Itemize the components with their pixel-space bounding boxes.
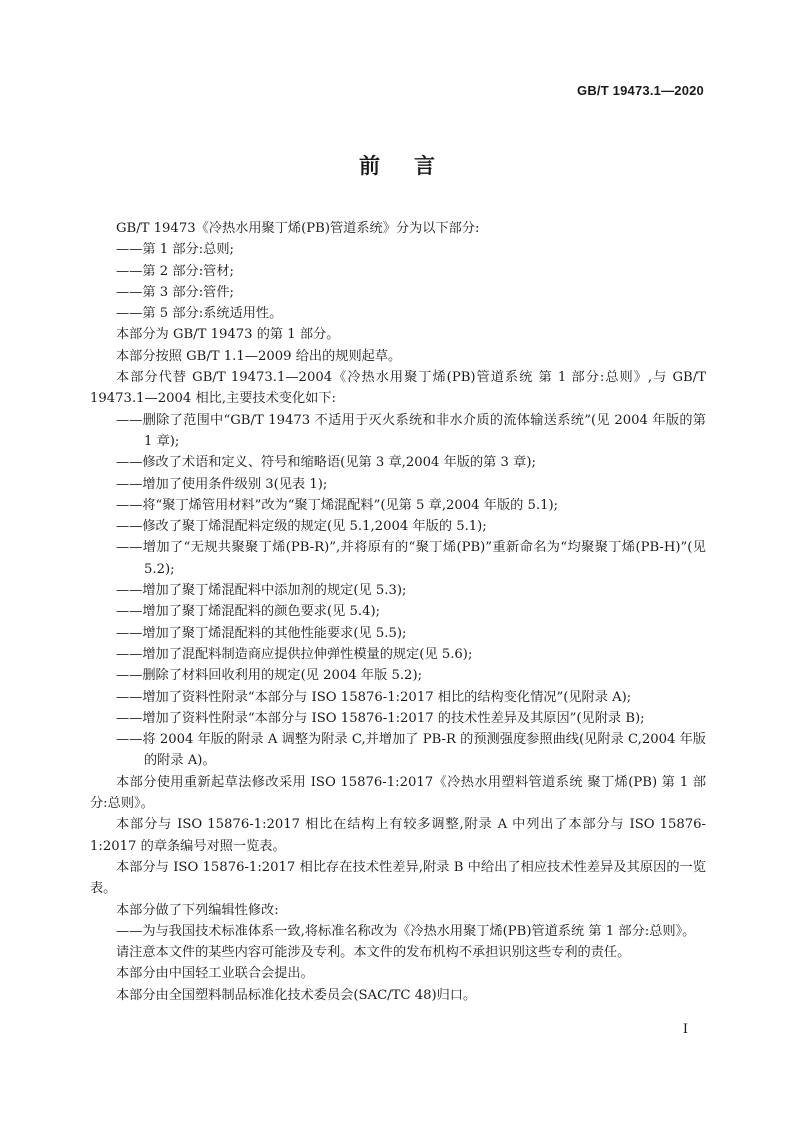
page-title: 前言: [359, 154, 469, 178]
list-item: ——删除了材料回收利用的规定(见 2004 年版 5.2);: [116, 668, 423, 684]
list-item: ——修改了术语和定义、符号和缩略语(见第 3 章,2004 年版的第 3 章);: [116, 455, 536, 471]
foreword-body: [90, 218, 706, 1006]
list-item: ——增加了资料性附录“本部分与 ISO 15876-1:2017 的技术性差异及其原因”(见附录 B);: [116, 710, 645, 726]
list-item: ——增加了使用条件级别 3(见表 1);: [116, 476, 328, 492]
paragraph: 本部分代替 GB/T 19473.1—2004《冷热水用聚丁烯(PB)管道系统 第 1 部分:总则》,与 GB/T 19473.1—2004 相比,主要技术变化如下:: [90, 370, 706, 407]
paragraph: 本部分做了下列编辑性修改:: [116, 902, 279, 918]
list-item: ——增加了聚丁烯混配料中添加剂的规定(见 5.3);: [116, 583, 407, 599]
paragraph: 本部分由中国轻工业联合会提出。: [116, 966, 314, 982]
list-item: ——增加了聚丁烯混配料的颜色要求(见 5.4);: [116, 604, 381, 620]
paragraph: 本部分与 ISO 15876-1:2017 相比存在技术性差异,附录 B 中给出了相应技术性差异及其原因的一览表。: [90, 859, 706, 897]
list-item: ——删除了范围中“GB/T 19473 不适用于灭火系统和非水介质的流体输送系统”(见 2004 年版的第 1 章);: [116, 412, 706, 449]
paragraph: GB/T 19473《冷热水用聚丁烯(PB)管道系统》分为以下部分:: [116, 221, 480, 236]
list-item: ——增加了资料性附录“本部分与 ISO 15876-1:2017 相比的结构变化情况”(见附录 A);: [116, 689, 632, 705]
list-item: ——为与我国技术标准体系一致,将标准名称改为《冷热水用聚丁烯(PB)管道系统 第 1 部分:总则》。: [116, 923, 696, 939]
paragraph: 本部分为 GB/T 19473 的第 1 部分。: [116, 327, 340, 343]
list-item: ——增加了“无规共聚聚丁烯(PB-R)”,并将原有的“聚丁烯(PB)”重新命名为“均聚聚丁烯(PB-H)”(见 5.2);: [116, 540, 706, 577]
paragraph: 本部分与 ISO 15876-1:2017 相比在结构上有较多调整,附录 A 中列出了本部分与 ISO 15876-1:2017 的章条编号对照一览表。: [90, 817, 706, 854]
list-item: ——将“聚丁烯管用材料”改为“聚丁烯混配料”(见第 5 章,2004 年版的 5.1);: [116, 497, 559, 513]
page-number: I: [682, 1022, 688, 1037]
list-item: ——将 2004 年版的附录 A 调整为附录 C,并增加了 PB-R 的预测强度参照曲线(见附录 C,2004 年版的附录 A)。: [116, 732, 706, 769]
list-item: ——增加了混配料制造商应提供拉伸弹性模量的规定(见 5.6);: [116, 646, 473, 662]
standard-code: GB/T 19473.1—2020: [577, 83, 704, 98]
list-item: ——修改了聚丁烯混配料定级的规定(见 5.1,2004 年版的 5.1);: [116, 519, 487, 535]
paragraph: 本部分由全国塑料制品标准化技术委员会(SAC/TC 48)归口。: [116, 987, 477, 1003]
list-item: ——第 5 部分:系统适用性。: [116, 306, 283, 322]
list-item: ——增加了聚丁烯混配料的其他性能要求(见 5.5);: [116, 625, 407, 641]
list-item: ——第 2 部分:管材;: [116, 263, 234, 279]
list-item: ——第 3 部分:管件;: [116, 284, 234, 300]
paragraph: 本部分使用重新起草法修改采用 ISO 15876-1:2017《冷热水用塑料管道系统 聚丁烯(PB) 第 1 部分:总则》。: [90, 774, 706, 812]
paragraph: 请注意本文件的某些内容可能涉及专利。本文件的发布机构不承担识别这些专利的责任。: [116, 945, 631, 961]
list-item: ——第 1 部分:总则;: [116, 242, 234, 258]
paragraph: 本部分按照 GB/T 1.1—2009 给出的规则起草。: [116, 348, 402, 364]
